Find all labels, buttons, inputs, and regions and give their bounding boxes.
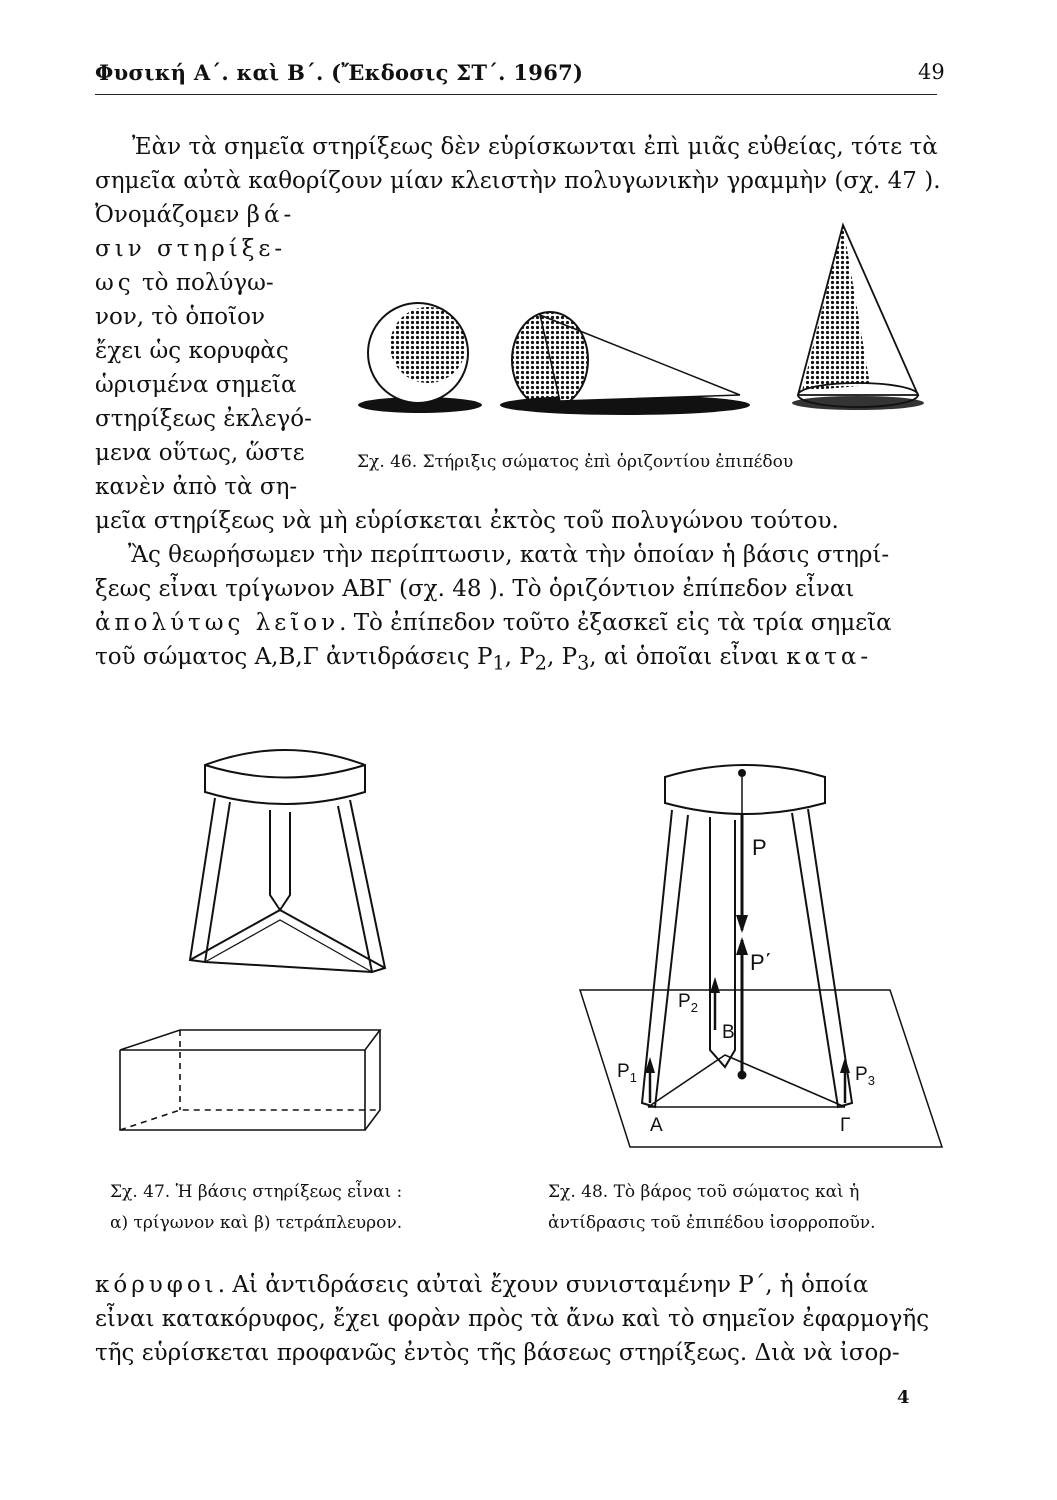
text-line-6: νον, τὸ ὁποῖον	[95, 304, 265, 330]
text-line-7: ἔχει ὡς κορυφὰς	[95, 338, 289, 364]
running-title: Φυσική Α΄. καὶ Β΄. (Ἔκδοσις ΣΤ΄. 1967)	[95, 60, 584, 85]
header-rule	[95, 94, 937, 95]
figure-46	[350, 205, 940, 445]
text-line-13: Ἂς θεωρήσωμεν τὴν περίπτωσιν, κατὰ τὴν ὁποίαν ἡ βάσις στηρί-	[128, 542, 890, 568]
text-line-8: ὡρισμένα σημεῖα	[95, 372, 297, 398]
caption-fig-47-line-2: α) τρίγωνον καὶ β) τετράπλευρον.	[110, 1213, 403, 1233]
text-line-9: στηρίξεως ἐκλεγό-	[95, 406, 312, 432]
text-line-4: σιν στηρίξε-	[95, 236, 287, 262]
text-line-17: κόρυφοι. Αἱ ἀντιδράσεις αὐταὶ ἔχουν συνισταμένην P΄, ἡ ὁποία	[95, 1272, 869, 1298]
text-line-3: Ὀνομάζομεν βά-	[95, 202, 296, 228]
text-line-10: μενα οὕτως, ὥστε	[95, 440, 305, 466]
text-line-12: μεῖα στηρίξεως νὰ μὴ εὑρίσκεται ἐκτὸς τοῦ πολυγώνου τούτου.	[95, 508, 839, 534]
text-line-14: ξεως εἶναι τρίγωνον ΑΒΓ (σχ. 48 ). Τὸ ὁριζόντιον ἐπίπεδον εἶναι	[95, 576, 855, 602]
label-point-g: Γ	[840, 1115, 851, 1136]
lying-cone-drawing	[500, 312, 750, 415]
caption-fig-48-line-1: Σχ. 48. Τὸ βάρος τοῦ σώματος καὶ ἡ	[548, 1182, 860, 1202]
application-point	[738, 1071, 747, 1080]
caption-fig-46: Σχ. 46. Στήριξις σώματος ἐπὶ ὁριζοντίου ἐπιπέδου	[357, 452, 794, 472]
caption-fig-48-line-2: ἀντίδρασις τοῦ ἐπιπέδου ἰσορροποῦν.	[548, 1213, 876, 1233]
label-reaction-3: $P_3$	[855, 1064, 875, 1088]
label-reaction-1: $P_1$	[617, 1061, 637, 1085]
stool-drawing	[190, 750, 385, 972]
figure-48	[570, 755, 950, 1160]
text-line-18: εἶναι κατακόρυφος, ἔχει φορὰν πρὸς τὰ ἄνω καὶ τὸ σημεῖον ἐφαρμογῆς	[95, 1306, 930, 1332]
box-drawing	[120, 1030, 380, 1130]
label-point-a: A	[650, 1115, 663, 1136]
resultant-arrowhead	[736, 937, 748, 955]
label-resultant: P΄	[750, 950, 772, 975]
sphere-drawing	[358, 303, 482, 413]
label-reaction-2: $P_2$	[678, 991, 698, 1015]
caption-fig-47-line-1: Σχ. 47. Ἡ βάσις στηρίξεως εἶναι :	[110, 1182, 403, 1202]
horizontal-plane	[580, 990, 942, 1147]
text-line-11: κανὲν ἀπὸ τὰ ση-	[95, 474, 298, 500]
text-line-2: σημεῖα αὐτὰ καθορίζουν μίαν κλειστὴν πολυγωνικὴν γραμμὴν (σχ. 47 ).	[95, 168, 941, 194]
standing-cone-drawing	[792, 225, 924, 410]
label-weight: P	[752, 835, 767, 860]
page-number: 49	[918, 60, 945, 84]
weight-arrowhead	[736, 915, 748, 933]
text-line-19: τῆς εὑρίσκεται προφανῶς ἐντὸς τῆς βάσεως στηρίξεως. Διὰ νὰ ἰσορ-	[95, 1340, 900, 1366]
text-line-5: ως τὸ πολύγω-	[95, 270, 274, 296]
figure-47	[110, 730, 480, 1150]
text-line-16: τοῦ σώματος Α,Β,Γ ἀντιδράσεις $P_1$, $P_2$, $P_3$, αἱ ὁποῖαι εἶναι κατα-	[95, 644, 873, 675]
text-line-1: Ἐὰν τὰ σημεῖα στηρίξεως δὲν εὑρίσκωνται ἐπὶ μιᾶς εὐθείας, τότε τὰ	[132, 134, 938, 160]
label-point-b: B	[722, 1022, 735, 1043]
signature-mark: 4	[897, 1387, 910, 1408]
text-line-15: ἀπολύτως λεῖον. Τὸ ἐπίπεδον τοῦτο ἐξασκεῖ εἰς τὰ τρία σημεῖα	[95, 610, 892, 636]
